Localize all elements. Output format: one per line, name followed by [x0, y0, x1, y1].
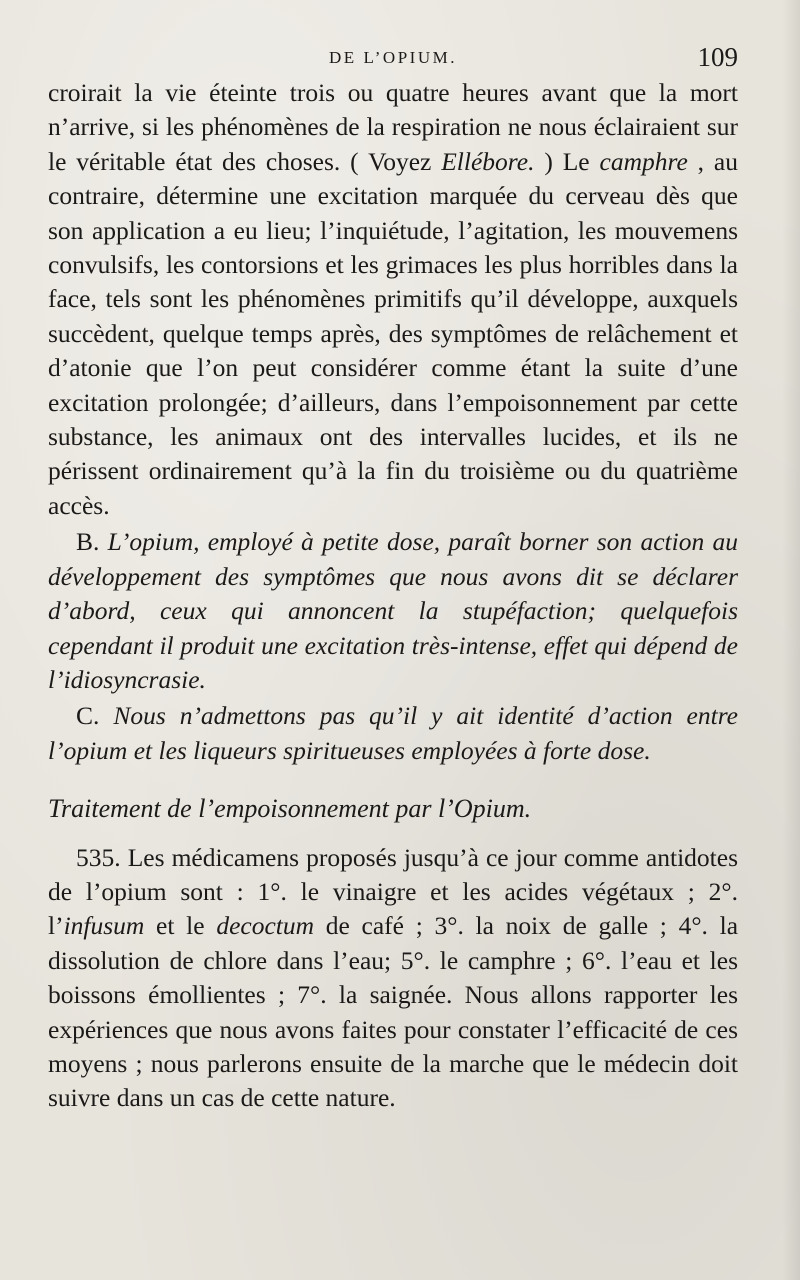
paragraph-535: [48, 841, 738, 1116]
text-run: 535. Les médicamens proposés jusqu’à ce jour comme antidotes de l’opium sont : 1°. le vinaigre et les acides végétaux ; 2°. l’: [48, 842, 738, 941]
italic-run: decoctum: [216, 911, 315, 941]
italic-run: camphre: [599, 146, 688, 176]
paragraph-label: C.: [76, 701, 114, 731]
italic-run: Nous n’admettons pas qu’il y ait identité d’action entre l’opium et les liqueurs spiritueuses employées à forte dose.: [48, 701, 738, 765]
text-run: , au contraire, détermine une excitation marquée du cerveau dès que son application a eu lieu; l’inquiétude, l’agitation, les mouvemens convulsifs, les contorsions et les grimaces les plus horribles dans la face, tels sont les phénomènes primitifs qu’il développe, auxquels succèdent, quelque temps après, des symptômes de relâchement et d’atonie que l’on peut considérer comme étant la suite d’une excitation prolongée; d’ailleurs, dans l’empoisonnement par cette substance, les animaux ont des intervalles lucides, et ils ne périssent ordinairement qu’à la fin du troisième ou du quatrième accès.: [48, 146, 738, 520]
paragraph-b: [48, 525, 738, 697]
italic-run: Ellébore.: [441, 146, 535, 176]
page-number: 109: [697, 42, 738, 72]
text-run: ) Le: [534, 146, 600, 176]
italic-run: L’opium, employé à petite dose, paraît borner son action au développement des symptômes que nous avons dit se déclarer d’abord, ceux qui annoncent la stupéfaction; quelquefois cependant il produit une excitation très-intense, effet qui dépend de l’idiosyncrasie.: [48, 527, 738, 694]
paragraph-label: B.: [76, 527, 108, 557]
paragraph-c: [48, 699, 738, 768]
text-run: croirait la vie éteinte trois ou quatre heures avant que la mort n’arrive, si les phénomènes de la respiration ne nous éclairaient sur le véritable état des choses. ( Voyez: [48, 78, 738, 176]
text-run: et le: [144, 911, 217, 941]
running-title: DE L’OPIUM.: [329, 48, 457, 67]
running-head: [48, 44, 738, 74]
text-run: de café ; 3°. la noix de galle ; 4°. la dissolution de chlore dans l’eau; 5°. le camphre ; 6°. l’eau et les boissons émollientes ; 7°. la saignée. Nous allons rapporter les expériences que nous avons faites pour constater l’efficacité de ces moyens ; nous parlerons ensuite de la marche que le médecin doit suivre dans un cas de cette nature.: [48, 911, 739, 1113]
italic-run: infusum: [63, 911, 145, 941]
body-text: [48, 76, 738, 1116]
paragraph-continued: [48, 76, 738, 523]
section-heading: Traitement de l’empoisonnement par l’Opium.: [48, 794, 532, 824]
page-edge-shadow: [782, 0, 800, 1280]
